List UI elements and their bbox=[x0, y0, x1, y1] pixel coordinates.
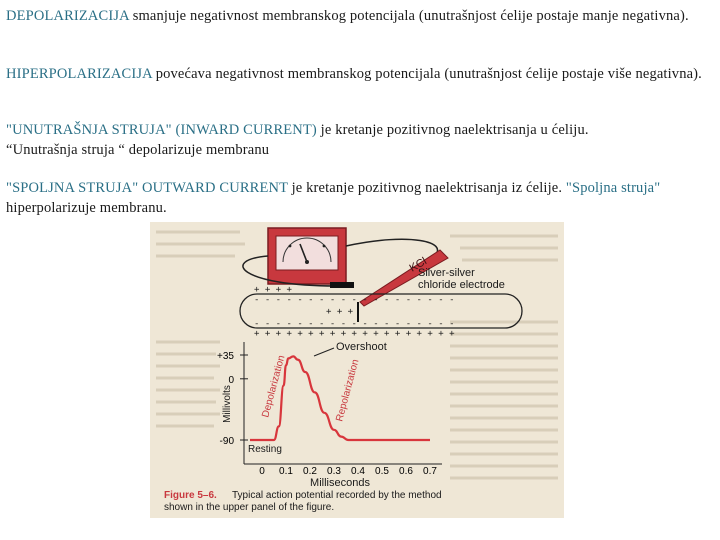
definition-hyperpolarization: povećava negativnost membranskog potencijala (unutrašnjost ćelije postaje više negativna). bbox=[151, 66, 702, 82]
action-potential-chart bbox=[217, 341, 442, 489]
term-depolarization: DEPOLARIZACIJA bbox=[6, 8, 129, 24]
repolarization-label: Repolarization bbox=[334, 358, 362, 423]
electrode-label-1: Silver-silver bbox=[418, 267, 475, 279]
paragraph-depolarization bbox=[6, 6, 706, 26]
term-hyperpolarization: HIPERPOLARIZACIJA bbox=[6, 66, 152, 82]
paragraph-outward-current bbox=[6, 178, 706, 218]
svg-text:+ + + + + + + + + + + + + + +: + + + + + + + + + + + + + + + + + + + bbox=[254, 329, 455, 339]
x-tick-label: 0.4 bbox=[351, 466, 365, 477]
svg-text:- - - - - - - - - - - - - - -: - - - - - - - - - - - - - - - - - - - bbox=[254, 319, 455, 329]
paragraph-hyperpolarization bbox=[6, 64, 706, 84]
figure-svg bbox=[150, 222, 564, 518]
caption-text-1: Typical action potential recorded by the method bbox=[232, 490, 442, 501]
x-tick-label: 0.5 bbox=[375, 466, 389, 477]
svg-text:+ + + +: + + + + bbox=[254, 285, 292, 295]
definition-depolarization: smanjuje negativnost membranskog potencijala (unutrašnjost ćelije postaje manje negativna). bbox=[128, 8, 689, 24]
x-tick-label: 0.3 bbox=[327, 466, 341, 477]
term-outward-current-quote: "Spoljna struja" bbox=[565, 180, 661, 196]
y-tick-label: -90 bbox=[219, 436, 234, 447]
resting-label: Resting bbox=[248, 444, 282, 455]
x-tick-label: 0 bbox=[259, 466, 265, 477]
electrode-label-2: chloride electrode bbox=[418, 279, 505, 291]
kcl-label: KCl bbox=[407, 255, 429, 275]
term-outward-current: "SPOLJNA STRUJA" OUTWARD CURRENT bbox=[6, 180, 288, 196]
depolarization-label: Depolarization bbox=[260, 354, 288, 419]
svg-text:+ + +: + + + bbox=[326, 307, 354, 317]
x-tick-label: 0.7 bbox=[423, 466, 437, 477]
outward-current-note: hiperpolarizuje membranu. bbox=[6, 200, 167, 216]
x-tick-label: 0.2 bbox=[303, 466, 317, 477]
definition-inward-current: je kretanje pozitivnog naelektrisanja u ćeliju. bbox=[316, 122, 589, 138]
svg-text:- - - - - - - - - - - - - - -: - - - - - - - - - - - - - - - - - - - bbox=[254, 295, 455, 305]
overshoot-label: Overshoot bbox=[336, 341, 387, 353]
x-tick-label: 0.6 bbox=[399, 466, 413, 477]
action-potential-figure bbox=[150, 222, 564, 518]
y-tick-label: +35 bbox=[217, 351, 234, 362]
caption-number: Figure 5–6. bbox=[164, 490, 217, 501]
y-tick-label: 0 bbox=[228, 374, 234, 386]
x-axis-label: Milliseconds bbox=[310, 477, 370, 489]
y-axis-label: Millivolts bbox=[222, 385, 233, 423]
definition-outward-current: je kretanje pozitivnog naelektrisanja iz ćelije. bbox=[287, 180, 566, 196]
overshoot-pointer bbox=[314, 348, 334, 356]
paragraph-inward-current bbox=[6, 120, 706, 160]
term-inward-current: "UNUTRAŠNJA STRUJA" (INWARD CURRENT) bbox=[6, 122, 317, 138]
caption-text-2: shown in the upper panel of the figure. bbox=[164, 502, 335, 513]
x-tick-label: 0.1 bbox=[279, 466, 293, 477]
wire-right bbox=[346, 239, 438, 256]
voltmeter-icon bbox=[268, 228, 346, 284]
inward-current-note: “Unutrašnja struja “ depolarizuje membranu bbox=[6, 142, 270, 158]
